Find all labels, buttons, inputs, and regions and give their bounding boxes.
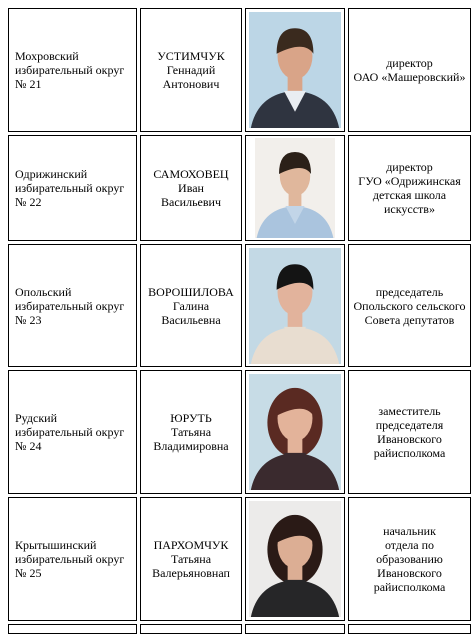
district-number: № 23 (15, 312, 42, 327)
position-line: райисполкома (373, 446, 446, 460)
candidate-photo (249, 248, 341, 364)
candidate-name-cell (140, 370, 242, 494)
district-type: избирательный округ (15, 298, 125, 313)
candidate-surname: ПАРХОМЧУК (153, 538, 229, 552)
position-line: Ивановского (377, 566, 442, 580)
position-line: директор (386, 160, 433, 174)
photo-cell (245, 497, 345, 621)
candidate-name-cell (140, 497, 242, 621)
candidate-name-cell (140, 244, 242, 367)
position-line: председателя (375, 418, 444, 432)
candidate-surname: САМОХОВЕЦ (153, 167, 229, 181)
position-cell (348, 135, 471, 241)
candidate-first-name: Татьяна (170, 425, 212, 439)
district-number: № 21 (15, 77, 42, 91)
district-cell (8, 8, 137, 132)
candidate-patronymic: Васильевич (161, 195, 221, 209)
position-line: Ивановского (377, 432, 442, 446)
portrait-drawing (249, 12, 341, 128)
candidate-photo (249, 374, 341, 490)
portrait-drawing (255, 138, 335, 238)
portrait-drawing (249, 501, 341, 617)
candidate-row (8, 370, 471, 494)
candidate-name-cell (140, 624, 242, 634)
position-line: райисполкома (373, 580, 446, 594)
position-line: отдела по (384, 538, 435, 552)
portrait-drawing (249, 248, 341, 364)
position-line: заместитель (378, 404, 441, 418)
candidate-row-cut-off (8, 624, 471, 634)
position-line: детская школа (372, 188, 447, 202)
position-cell (348, 624, 471, 634)
portrait-drawing (249, 374, 341, 490)
candidate-first-name: Геннадий (166, 63, 216, 77)
candidate-row (8, 135, 471, 241)
candidate-row (8, 8, 471, 132)
candidate-patronymic: Антонович (162, 77, 220, 91)
district-cell (8, 370, 137, 494)
district-number: № 24 (15, 439, 42, 453)
position-line: искусств» (384, 202, 435, 216)
position-cell (348, 497, 471, 621)
district-cell (8, 624, 137, 634)
candidate-name-cell (140, 8, 242, 132)
position-line: начальник (383, 524, 436, 538)
candidate-patronymic: Владимировна (153, 439, 229, 453)
district-name: Крытышинский (15, 538, 97, 552)
candidate-photo (249, 12, 341, 128)
photo-cell (245, 624, 345, 634)
candidate-row (8, 497, 471, 621)
district-number: № 22 (15, 195, 42, 209)
candidate-patronymic: Валерьяновнап (152, 566, 230, 580)
photo-cell (245, 8, 345, 132)
district-name: Рудский (15, 411, 58, 425)
position-line: образованию (376, 552, 443, 566)
district-number: № 25 (15, 566, 42, 580)
position-line: Опольского сельского (353, 298, 466, 313)
district-name: Одрижинский (15, 167, 88, 181)
position-cell (348, 8, 471, 132)
district-cell (8, 244, 137, 367)
candidate-first-name: Иван (178, 181, 204, 195)
position-line: ГУО «Одрижинская (358, 174, 461, 188)
position-cell (348, 244, 471, 367)
candidate-photo (249, 501, 341, 617)
position-line: директор (386, 56, 433, 70)
district-cell (8, 135, 137, 241)
district-type: избирательный округ (15, 63, 125, 77)
position-line: ОАО «Машеровский» (353, 70, 466, 84)
photo-cell (245, 244, 345, 367)
candidate-row (8, 244, 471, 367)
candidate-first-name: Галина (172, 298, 210, 313)
district-name: Опольский (15, 284, 72, 299)
district-cell (8, 497, 137, 621)
district-type: избирательный округ (15, 552, 125, 566)
position-line: председатель (375, 284, 444, 299)
candidate-surname: ЮРУТЬ (170, 411, 212, 425)
candidates-table (5, 5, 474, 637)
candidate-name-cell (140, 135, 242, 241)
position-line: Совета депутатов (364, 312, 455, 327)
district-type: избирательный округ (15, 181, 125, 195)
district-type: избирательный округ (15, 425, 125, 439)
candidate-photo (255, 138, 335, 238)
district-name: Мохровский (15, 49, 79, 63)
candidate-patronymic: Васильевна (161, 312, 221, 327)
position-cell (348, 370, 471, 494)
candidate-first-name: Татьяна (170, 552, 212, 566)
candidate-surname: УСТИМЧУК (157, 49, 225, 63)
candidate-surname: ВОРОШИЛОВА (148, 284, 234, 299)
photo-cell (245, 370, 345, 494)
photo-cell (245, 135, 345, 241)
